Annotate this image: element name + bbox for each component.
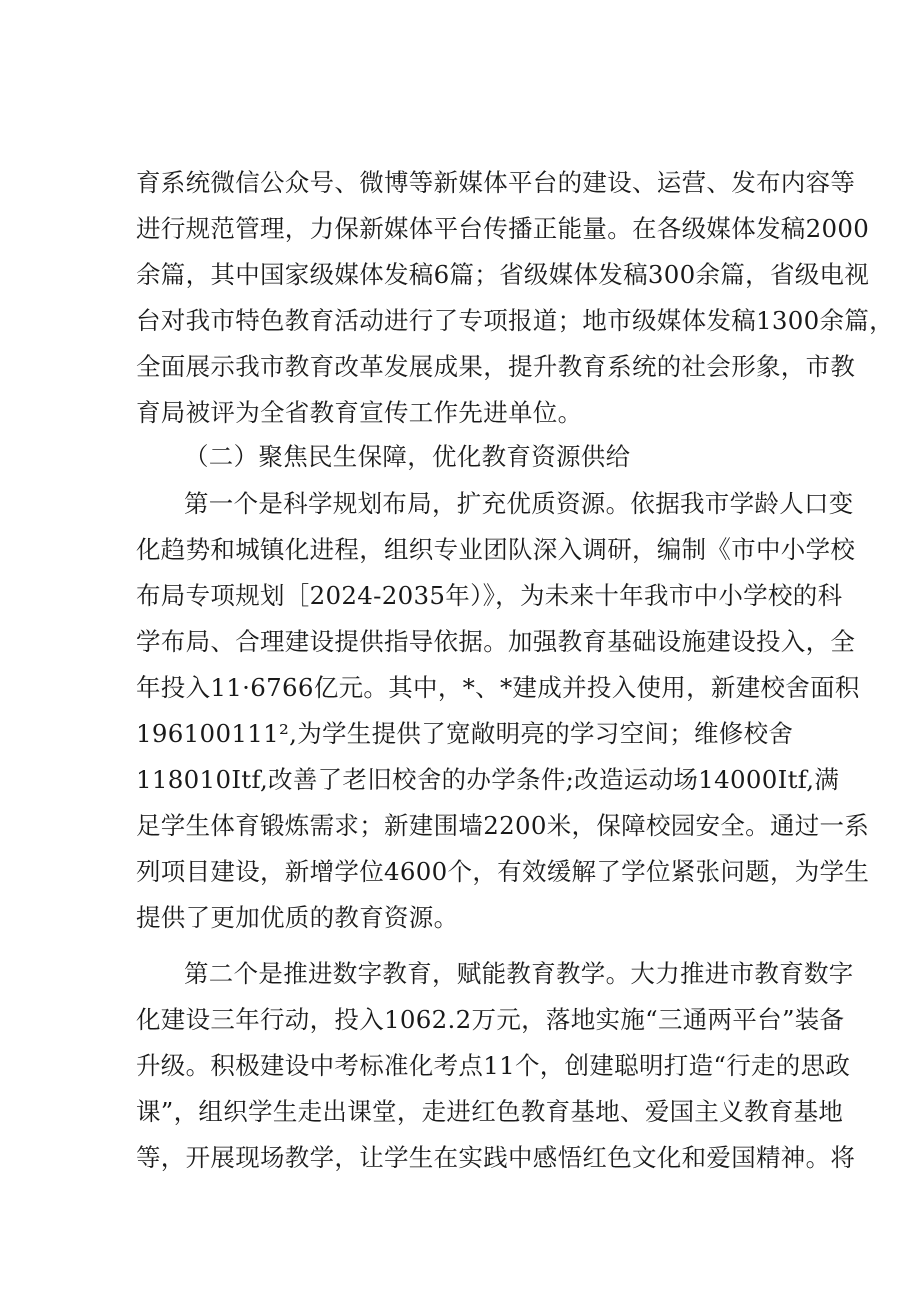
paragraph-2-line: 化趋势和城镇化进程，组织专业团队深入调研，编制《市中小学校: [136, 535, 856, 564]
paragraph-2-line: 第一个是科学规划布局，扩充优质资源。依据我市学龄人口变: [184, 489, 854, 518]
paragraph-3-line: 升级。积极建设中考标准化考点11个，创建聪明打造“行走的思政: [136, 1051, 851, 1080]
section-heading: （二）聚焦民生保障，优化教育资源供给: [184, 442, 631, 471]
paragraph-1-line: 全面展示我市教育改革发展成果，提升教育系统的社会形象，市教: [136, 352, 856, 381]
paragraph-2-line: 学布局、合理建设提供指导依据。加强教育基础设施建设投入，全: [136, 627, 856, 656]
paragraph-2-line: 年投入11·6766亿元。其中，*、*建成并投入使用，新建校舍面积: [136, 673, 860, 702]
paragraph-2-line: 118010Itf,改善了老旧校舍的办学条件;改造运动场14000Itf,满: [136, 765, 840, 794]
paragraph-1-line: 育局被评为全省教育宣传工作先进单位。: [136, 398, 583, 427]
paragraph-2-line: 提供了更加优质的教育资源。: [136, 903, 459, 932]
paragraph-2-line: 列项目建设，新增学位4600个，有效缓解了学位紧张问题，为学生: [136, 857, 870, 886]
paragraph-1-line: 余篇，其中国家级媒体发稿6篇；省级媒体发稿300余篇，省级电视: [136, 260, 870, 289]
paragraph-2-line: 足学生体育锻炼需求；新建围墙2200米，保障校园安全。通过一系: [136, 811, 870, 840]
paragraph-1-line: 育系统微信公众号、微博等新媒体平台的建设、运营、发布内容等: [136, 168, 856, 197]
paragraph-3-line: 化建设三年行动，投入1062.2万元，落地实施“三通两平台”装备: [136, 1005, 845, 1034]
paragraph-2-line: 196100111²,为学生提供了宽敞明亮的学习空间；维修校舍: [136, 719, 794, 748]
paragraph-1-line: 进行规范管理，力保新媒体平台传播正能量。在各级媒体发稿2000: [136, 214, 870, 243]
paragraph-1-line: 台对我市特色教育活动进行了专项报道；地市级媒体发稿1300余篇，: [136, 306, 894, 335]
paragraph-3-line: 第二个是推进数字教育，赋能教育教学。大力推进市教育数字: [184, 959, 854, 988]
paragraph-2-line: 布局专项规划［2024-2035年）》，为未来十年我市中小学校的科: [136, 581, 843, 610]
paragraph-3-line: 等，开展现场教学，让学生在实践中感悟红色文化和爱国精神。将: [136, 1143, 856, 1172]
paragraph-3-line: 课”，组织学生走出课堂，走进红色教育基地、爱国主义教育基地: [136, 1097, 844, 1126]
